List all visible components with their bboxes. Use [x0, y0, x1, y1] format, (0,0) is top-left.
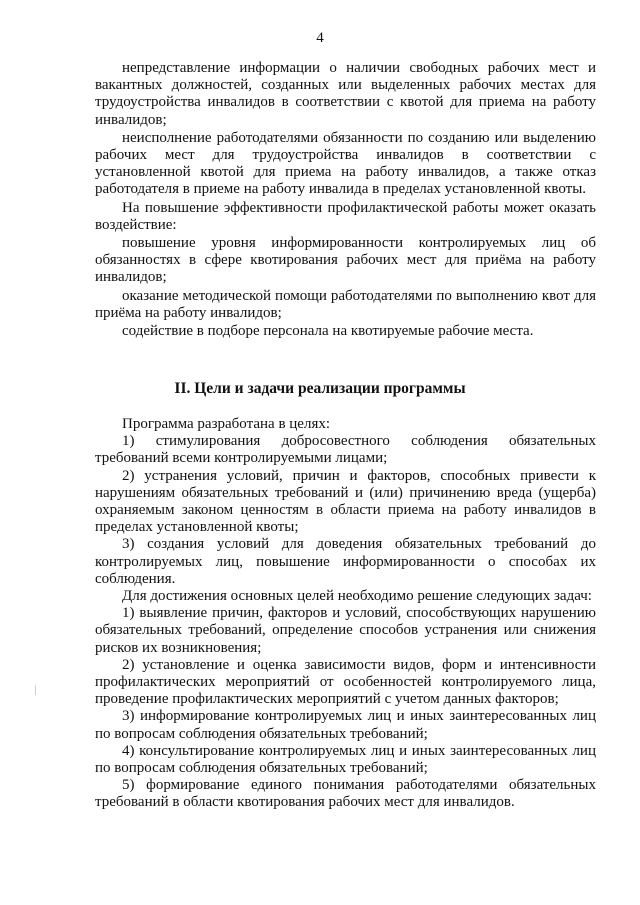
paragraph: повышение уровня информированности контролируемых лиц об обязанностях в сфере квотирования рабочих мест для приёма на работу инвалидов;	[95, 235, 596, 286]
paragraph: 3) создания условий для доведения обязательных требований до контролируемых лиц, повышение информированности о способах их соблюдения.	[95, 536, 596, 587]
margin-scan-mark	[35, 685, 36, 695]
paragraph: 1) стимулирования добросовестного соблюдения обязательных требований всеми контролируемыми лицами;	[95, 433, 596, 467]
violations-and-measures-block	[95, 60, 596, 340]
paragraph: 3) информирование контролируемых лиц и иных заинтересованных лиц по вопросам соблюдения обязательных требований;	[95, 708, 596, 742]
paragraph: 5) формирование единого понимания работодателями обязательных требований в области квотирования рабочих мест для инвалидов.	[95, 777, 596, 811]
paragraph: 2) установление и оценка зависимости видов, форм и интенсивности профилактических мероприятий от особенностей контролируемого лица, проведение профилактических мероприятий с учетом данных факторов;	[95, 656, 596, 708]
paragraph: содействие в подборе персонала на квотируемые рабочие места.	[122, 323, 534, 340]
paragraph: 1) выявление причин, факторов и условий, способствующих нарушению обязательных требований, определение способов устранения или снижения рисков их возникновения;	[95, 605, 596, 656]
paragraph: оказание методической помощи работодателями по выполнению квот для приёма на работу инвалидов;	[95, 287, 596, 321]
paragraph: Программа разработана в целях:	[122, 416, 331, 432]
paragraph: Для достижения основных целей необходимо решение следующих задач:	[122, 588, 592, 605]
paragraph: неисполнение работодателями обязанности по созданию или выделению рабочих мест для трудоустройства инвалидов в соответствии с установленной квотой для приема на работу инвалидов, а также отказ работодателя в приеме на работу инвалида в пределах установленной квоты.	[95, 129, 596, 198]
section-title: II. Цели и задачи реализации программы	[174, 380, 466, 397]
paragraph: 4) консультирование контролируемых лиц и иных заинтересованных лиц по вопросам соблюдения обязательных требований;	[95, 742, 596, 777]
page-number: 4	[316, 30, 324, 46]
goals-and-tasks-block	[95, 416, 596, 812]
paragraph: На повышение эффективности профилактической работы может оказать воздействие:	[95, 199, 596, 233]
paragraph: непредставление информации о наличии свободных рабочих мест и вакантных должностей, созданных или выделенных рабочих местах для трудоустройства инвалидов в соответствии с квотой для приема на работу инвалидов;	[95, 60, 596, 128]
paragraph: 2) устранения условий, причин и факторов, способных привести к нарушениям обязательных требований и (или) причинению вреда (ущерба) охраняемым законом ценностям в области приема на работу инвалидов в пределах установленной квоты;	[95, 467, 596, 536]
